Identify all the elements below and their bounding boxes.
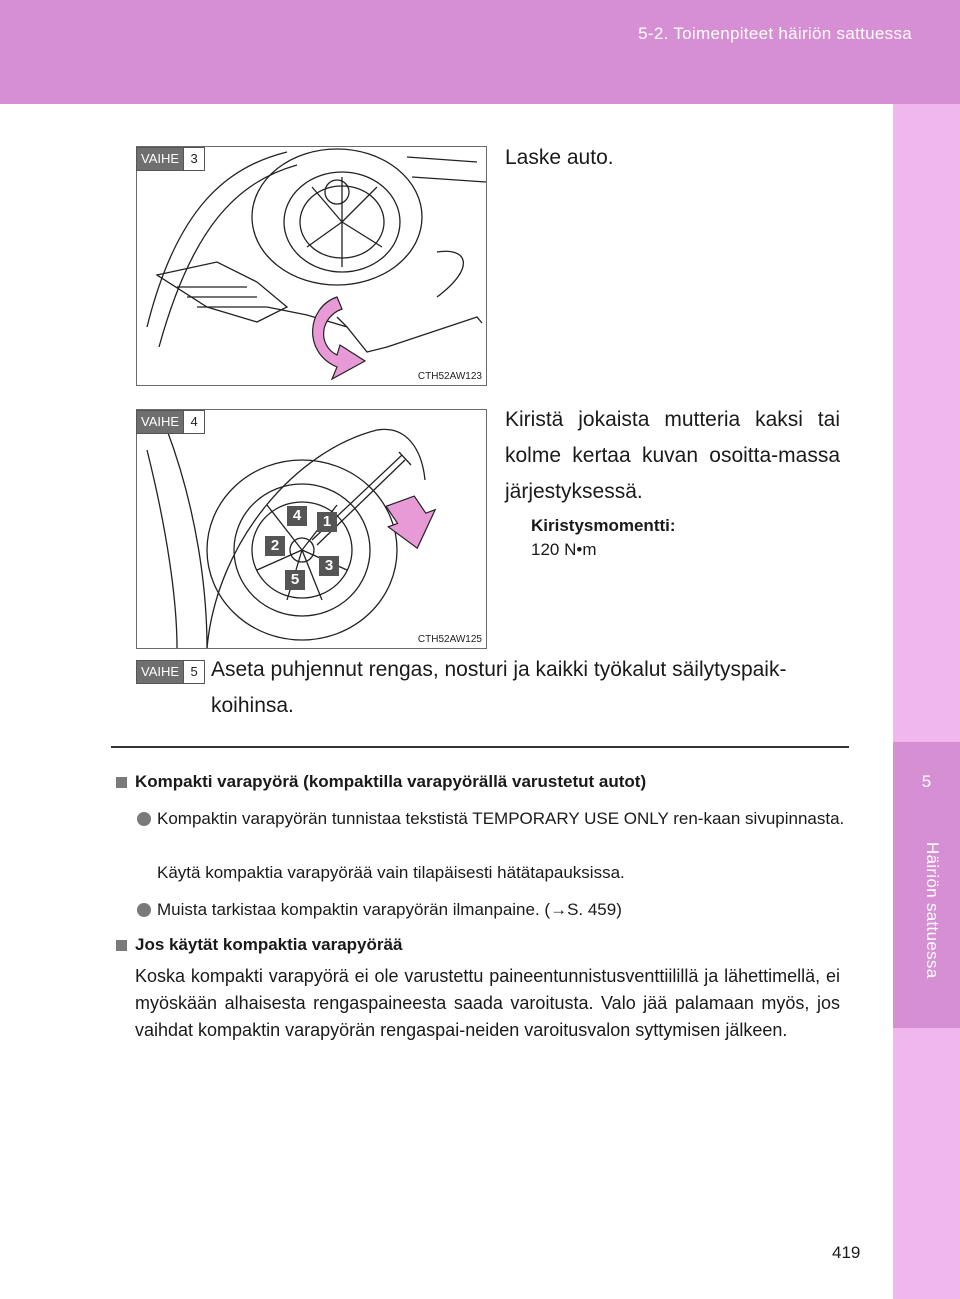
nut-label-5: 5 xyxy=(285,570,305,590)
chapter-number: 5 xyxy=(921,772,932,791)
nut-label-3: 3 xyxy=(319,556,339,576)
step-badge-5 xyxy=(136,660,205,684)
jack-lowering-illustration xyxy=(137,147,486,385)
using-spare-body: Koska kompakti varapyörä ei ole varustettu paineentunnistusventtiilillä ja lähettimellä, ei myöskään alhaisesta rengaspaineesta saada varoitusta. Valo jää palamaan myös, jos vaihdat kompaktin varapyörän rengaspai-neiden varoitusvalon syttymisen jälkeen. xyxy=(135,966,840,1040)
heading-marker xyxy=(116,940,127,951)
side-tab-bottom xyxy=(893,1028,960,1299)
step-word: VAIHE xyxy=(137,661,183,683)
step-5-text: Aseta puhjennut rengas, nosturi ja kaikki työkalut säilytyspaik-koihinsa. xyxy=(211,658,787,717)
step-badge-4 xyxy=(136,410,205,434)
figure-code: CTH52AW125 xyxy=(417,634,482,645)
figure-code: CTH52AW123 xyxy=(417,371,482,382)
using-spare-heading: Jos käytät kompaktia varapyörää xyxy=(135,935,403,954)
nut-label-2: 2 xyxy=(265,536,285,556)
nut-label-1: 1 xyxy=(317,512,337,532)
divider xyxy=(111,746,849,748)
step-badge-3 xyxy=(136,147,205,171)
step-number: 5 xyxy=(183,661,204,683)
side-tab-top xyxy=(893,104,960,742)
compact-spare-heading: Kompakti varapyörä (kompaktilla varapyörällä varustetut autot) xyxy=(135,772,647,791)
step-3-text: Laske auto. xyxy=(505,146,614,169)
step-number: 3 xyxy=(183,148,204,170)
page-number: 419 xyxy=(832,1243,861,1262)
header-band xyxy=(0,0,960,104)
step-word: VAIHE xyxy=(137,411,183,433)
bullet-text: Muista tarkistaa kompaktin varapyörän ilmanpaine. (→S. 459) xyxy=(157,900,622,919)
step-word: VAIHE xyxy=(137,148,183,170)
bullet-dot xyxy=(137,812,151,826)
bullet-dot xyxy=(137,903,151,917)
section-title: 5-2. Toimenpiteet häiriön sattuessa xyxy=(638,24,912,43)
chapter-label: Häiriön sattuessa xyxy=(923,842,942,979)
figure-lower-car xyxy=(136,146,487,386)
nut-tightening-illustration xyxy=(137,410,486,648)
torque-label: Kiristysmomentti: xyxy=(531,516,676,535)
bullet-text-cont: Käytä kompaktia varapyörää vain tilapäisesti hätätapauksissa. xyxy=(157,863,625,882)
torque-value: 120 N•m xyxy=(531,540,597,559)
step-4-text: Kiristä jokaista mutteria kaksi tai kolme kertaa kuvan osoitta-massa järjestyksessä. xyxy=(505,408,840,503)
nut-label-4: 4 xyxy=(287,506,307,526)
heading-marker xyxy=(116,777,127,788)
bullet-text: Kompaktin varapyörän tunnistaa tekstistä TEMPORARY USE ONLY ren-kaan sivupinnasta. xyxy=(157,809,845,828)
step-number: 4 xyxy=(183,411,204,433)
figure-tighten-nuts xyxy=(136,409,487,649)
